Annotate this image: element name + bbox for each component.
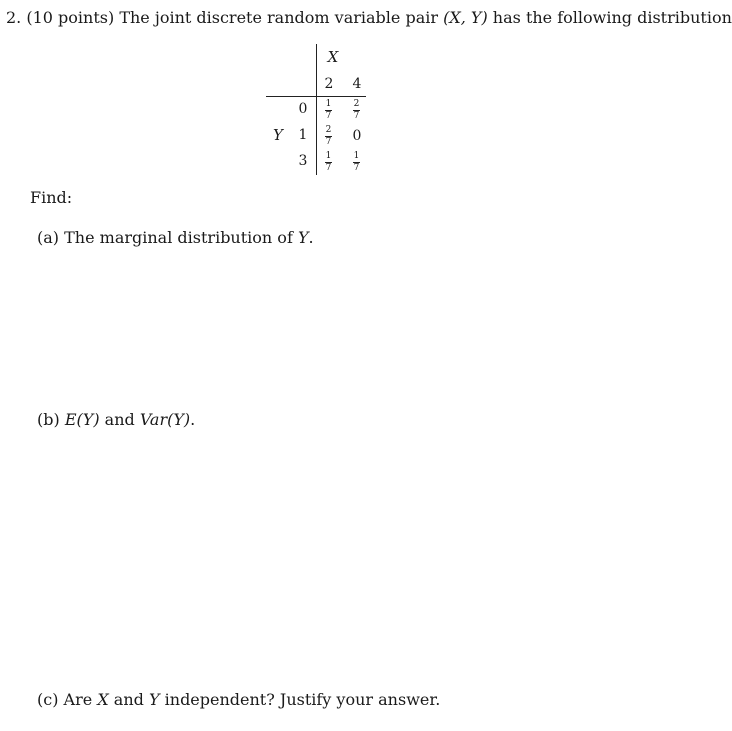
part-b-variance: Var(Y): [139, 410, 191, 429]
question-text: The joint discrete random variable pair: [119, 8, 438, 27]
table-vertical-rule: [316, 44, 317, 175]
part-a-label: (a): [37, 228, 60, 247]
cell-y3-x4: 1 7: [353, 151, 360, 173]
part-b: (b) E(Y) and Var(Y).: [37, 410, 196, 429]
joint-distribution-table: [266, 44, 376, 179]
question-number: 2.: [6, 8, 22, 27]
x-value-2: 2: [324, 76, 334, 92]
cell-y0-x2: 1 7: [325, 99, 332, 121]
row-variable-label: Y: [273, 126, 283, 144]
table-horizontal-rule: [266, 96, 366, 97]
part-b-expectation: E(Y): [64, 410, 100, 429]
question-text-end: has the following distribution: [492, 8, 732, 27]
y-value-0: 0: [298, 101, 308, 117]
cell-y0-x4: 2 7: [353, 99, 360, 121]
cell-y3-x2: 1 7: [325, 151, 332, 173]
part-b-label: (b): [37, 410, 60, 429]
cell-y1-x4: 0: [352, 128, 362, 144]
find-label: Find:: [30, 188, 73, 207]
question-header: [6, 8, 732, 27]
part-a-text: The marginal distribution of: [64, 228, 293, 247]
question-pair: (X, Y): [443, 8, 488, 27]
question-points: (10 points): [26, 8, 115, 27]
part-c: (c) Are X and Y independent? Justify your answer.: [37, 690, 441, 709]
cell-y1-x2: 2 7: [325, 125, 332, 147]
part-c-label: (c): [37, 690, 59, 709]
y-value-3: 3: [298, 153, 308, 169]
part-c-text: independent? Justify your answer.: [164, 690, 441, 709]
x-value-4: 4: [352, 76, 362, 92]
part-a: (a) The marginal distribution of Y.: [37, 228, 314, 247]
col-variable-label: X: [327, 48, 339, 66]
part-a-var: Y: [297, 228, 309, 247]
y-value-1: 1: [298, 127, 308, 143]
